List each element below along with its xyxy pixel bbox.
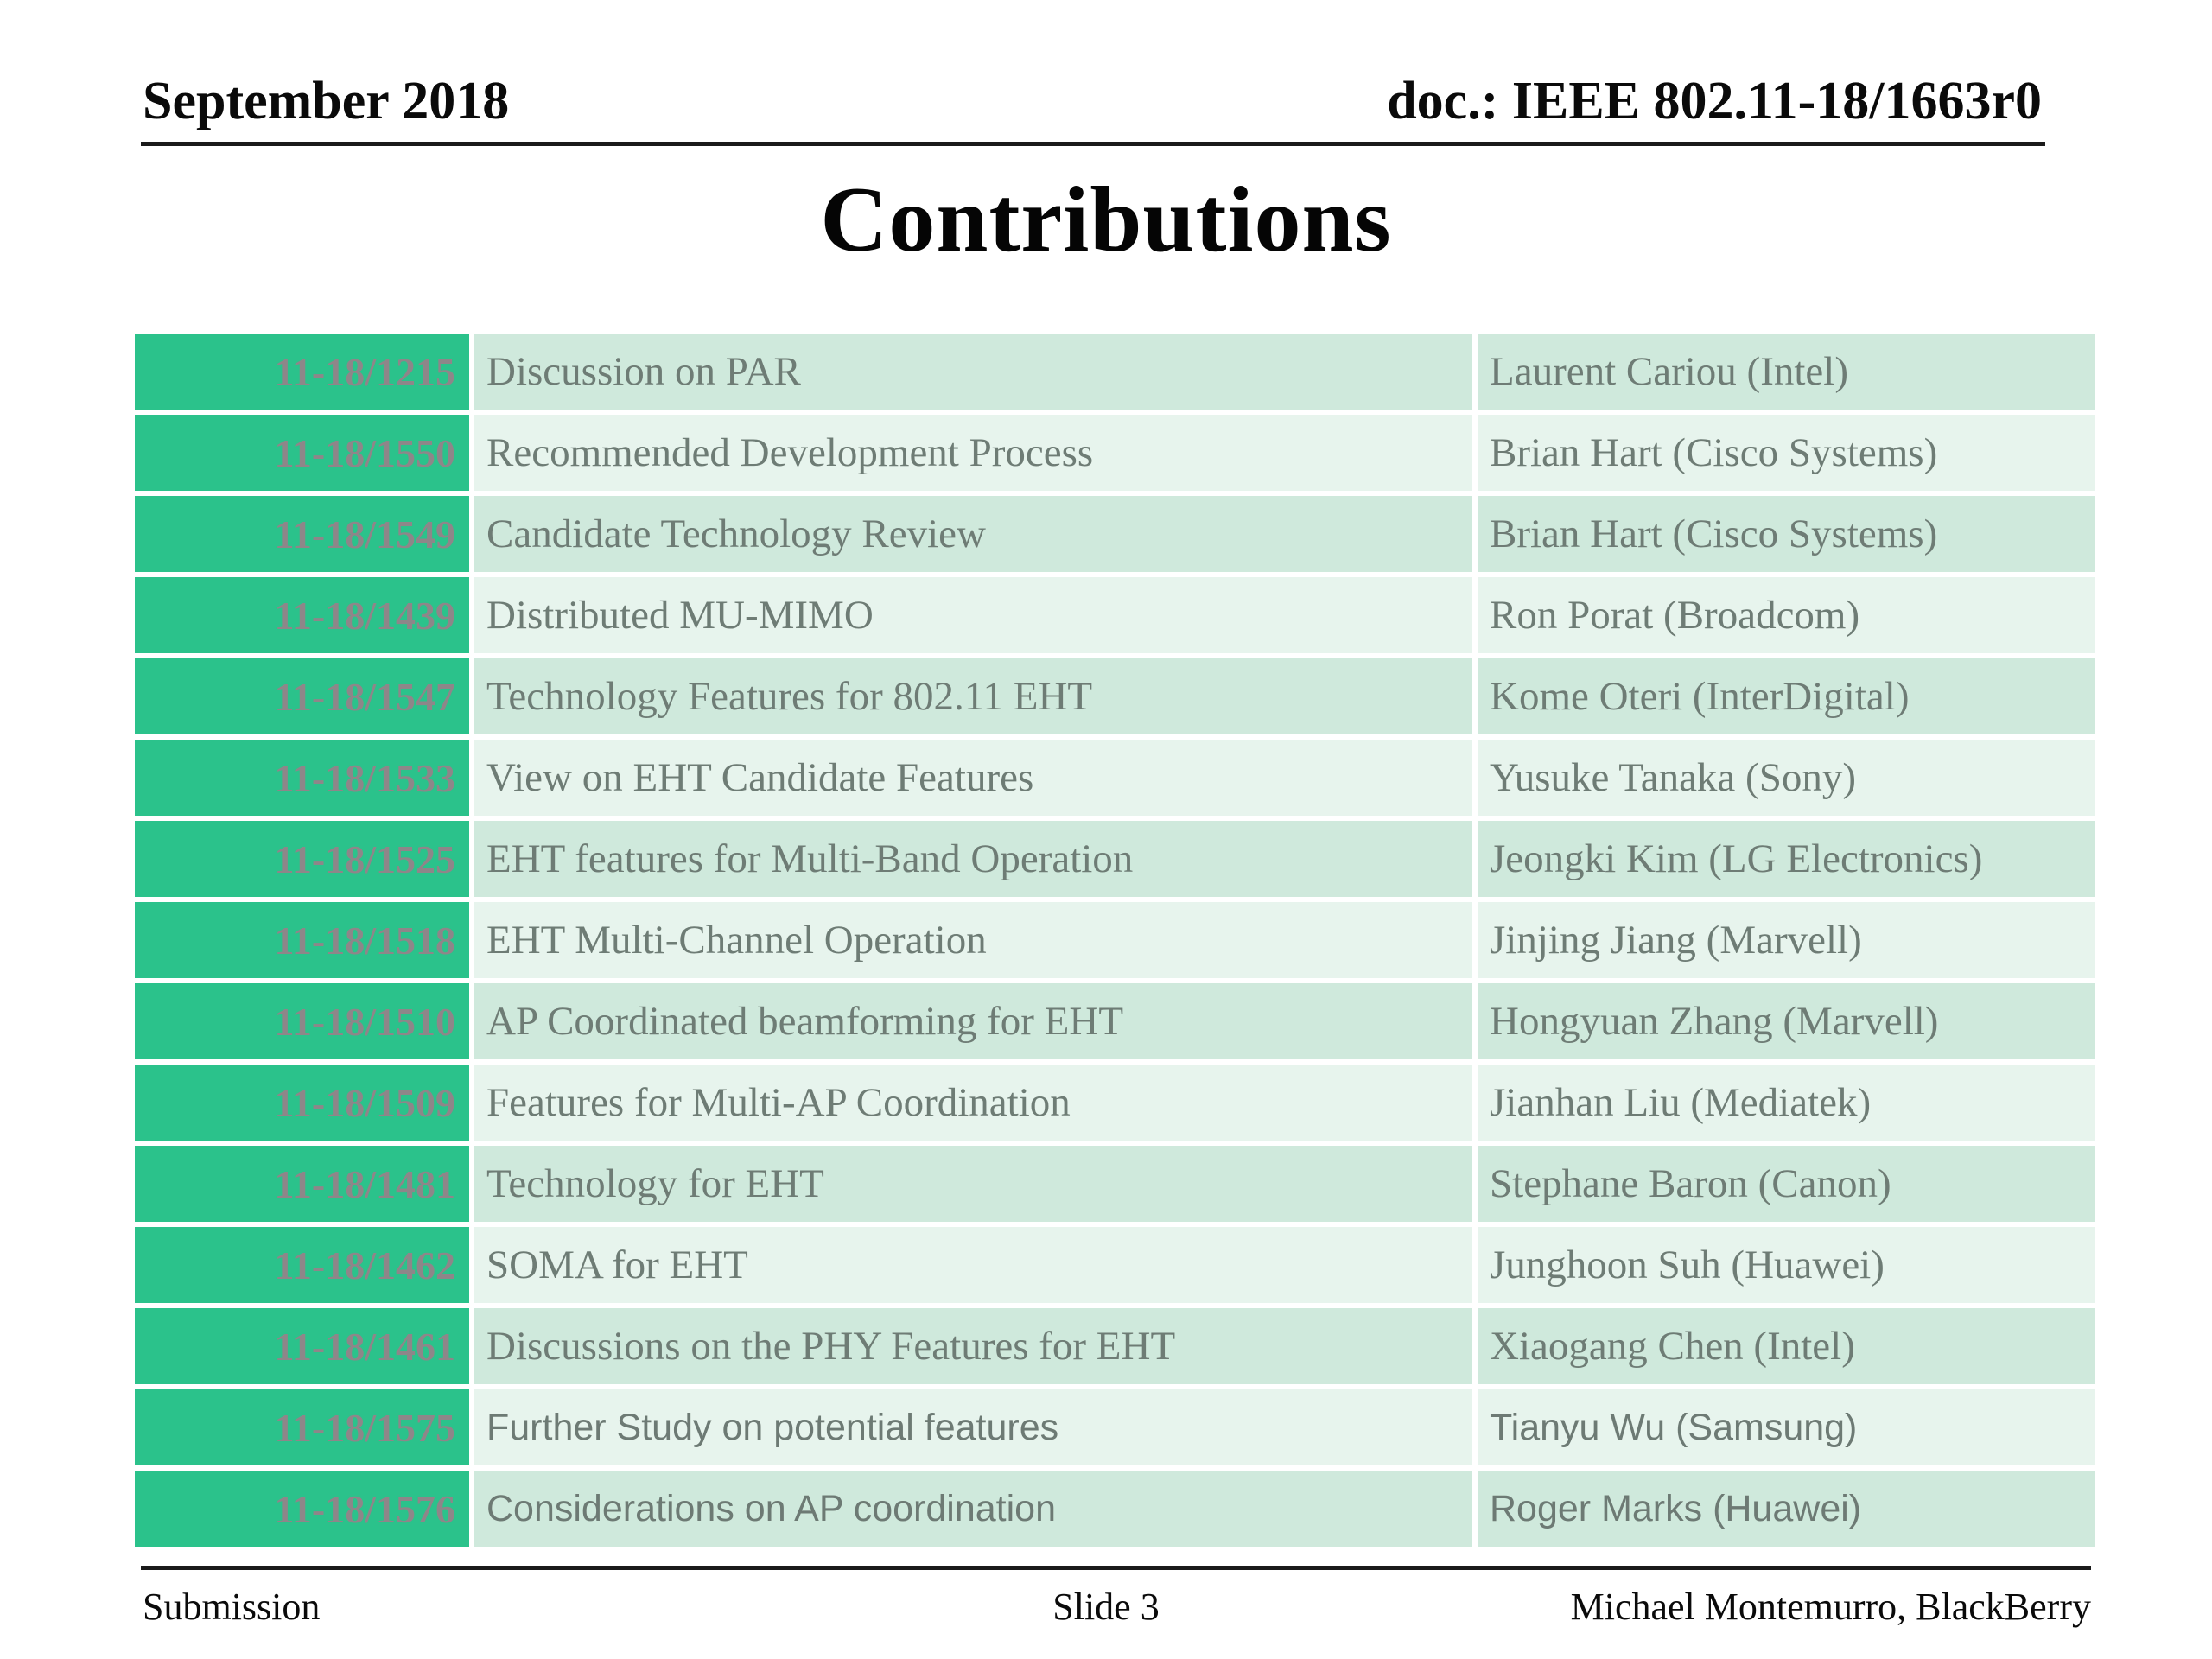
doc-number-cell: 11-18/1549 bbox=[135, 496, 469, 572]
doc-number-cell: 11-18/1510 bbox=[135, 983, 469, 1059]
footer-slide-number: Slide 3 bbox=[1052, 1586, 1160, 1628]
contribution-author-cell: Jeongki Kim (LG Electronics) bbox=[1478, 821, 2095, 897]
contribution-author-cell: Stephane Baron (Canon) bbox=[1478, 1146, 2095, 1222]
doc-number-cell: 11-18/1525 bbox=[135, 821, 469, 897]
table-row bbox=[135, 1389, 2095, 1465]
header-date: September 2018 bbox=[143, 72, 510, 130]
table-row bbox=[135, 658, 2095, 734]
footer-rule bbox=[141, 1566, 2091, 1570]
table-row bbox=[135, 1471, 2095, 1547]
contribution-title-cell: Further Study on potential features bbox=[474, 1389, 1472, 1465]
contribution-author-cell: Tianyu Wu (Samsung) bbox=[1478, 1389, 2095, 1465]
contribution-author-cell: Yusuke Tanaka (Sony) bbox=[1478, 740, 2095, 816]
footer-submission: Submission bbox=[143, 1586, 321, 1628]
doc-number-cell: 11-18/1509 bbox=[135, 1065, 469, 1141]
doc-number-cell: 11-18/1215 bbox=[135, 334, 469, 410]
table-row bbox=[135, 577, 2095, 653]
table-row bbox=[135, 496, 2095, 572]
table-row bbox=[135, 902, 2095, 978]
contribution-title-cell: Discussions on the PHY Features for EHT bbox=[474, 1308, 1472, 1384]
contribution-title-cell: Technology Features for 802.11 EHT bbox=[474, 658, 1472, 734]
contribution-title-cell: Considerations on AP coordination bbox=[474, 1471, 1472, 1547]
doc-number-cell: 11-18/1533 bbox=[135, 740, 469, 816]
contribution-title-cell: Features for Multi-AP Coordination bbox=[474, 1065, 1472, 1141]
doc-number-cell: 11-18/1550 bbox=[135, 415, 469, 491]
contribution-title-cell: Candidate Technology Review bbox=[474, 496, 1472, 572]
contribution-author-cell: Jinjing Jiang (Marvell) bbox=[1478, 902, 2095, 978]
contribution-author-cell: Roger Marks (Huawei) bbox=[1478, 1471, 2095, 1547]
doc-number-cell: 11-18/1481 bbox=[135, 1146, 469, 1222]
contribution-author-cell: Brian Hart (Cisco Systems) bbox=[1478, 496, 2095, 572]
contribution-title-cell: View on EHT Candidate Features bbox=[474, 740, 1472, 816]
contribution-title-cell: AP Coordinated beamforming for EHT bbox=[474, 983, 1472, 1059]
contribution-author-cell: Xiaogang Chen (Intel) bbox=[1478, 1308, 2095, 1384]
doc-number-cell: 11-18/1576 bbox=[135, 1471, 469, 1547]
contribution-title-cell: EHT features for Multi-Band Operation bbox=[474, 821, 1472, 897]
doc-number-cell: 11-18/1462 bbox=[135, 1227, 469, 1303]
contribution-author-cell: Kome Oteri (InterDigital) bbox=[1478, 658, 2095, 734]
contribution-title-cell: Discussion on PAR bbox=[474, 334, 1472, 410]
contribution-author-cell: Brian Hart (Cisco Systems) bbox=[1478, 415, 2095, 491]
contribution-title-cell: SOMA for EHT bbox=[474, 1227, 1472, 1303]
doc-number-cell: 11-18/1575 bbox=[135, 1389, 469, 1465]
slide-title: Contributions bbox=[820, 168, 1392, 271]
contribution-author-cell: Ron Porat (Broadcom) bbox=[1478, 577, 2095, 653]
table-row bbox=[135, 1308, 2095, 1384]
footer-author: Michael Montemurro, BlackBerry bbox=[1570, 1586, 2091, 1628]
contribution-title-cell: EHT Multi-Channel Operation bbox=[474, 902, 1472, 978]
contribution-author-cell: Junghoon Suh (Huawei) bbox=[1478, 1227, 2095, 1303]
contribution-title-cell: Distributed MU-MIMO bbox=[474, 577, 1472, 653]
header-rule bbox=[141, 142, 2045, 146]
doc-number-cell: 11-18/1439 bbox=[135, 577, 469, 653]
header-doc-number: doc.: IEEE 802.11-18/1663r0 bbox=[1387, 72, 2042, 130]
table-row bbox=[135, 740, 2095, 816]
contribution-title-cell: Technology for EHT bbox=[474, 1146, 1472, 1222]
contribution-title-cell: Recommended Development Process bbox=[474, 415, 1472, 491]
table-row bbox=[135, 1227, 2095, 1303]
contributions-table bbox=[130, 328, 2101, 1552]
table-row bbox=[135, 334, 2095, 410]
contribution-author-cell: Laurent Cariou (Intel) bbox=[1478, 334, 2095, 410]
contribution-author-cell: Jianhan Liu (Mediatek) bbox=[1478, 1065, 2095, 1141]
table-row bbox=[135, 983, 2095, 1059]
table-row bbox=[135, 1065, 2095, 1141]
table-row bbox=[135, 821, 2095, 897]
doc-number-cell: 11-18/1518 bbox=[135, 902, 469, 978]
table-row bbox=[135, 1146, 2095, 1222]
contribution-author-cell: Hongyuan Zhang (Marvell) bbox=[1478, 983, 2095, 1059]
doc-number-cell: 11-18/1547 bbox=[135, 658, 469, 734]
table-row bbox=[135, 415, 2095, 491]
doc-number-cell: 11-18/1461 bbox=[135, 1308, 469, 1384]
